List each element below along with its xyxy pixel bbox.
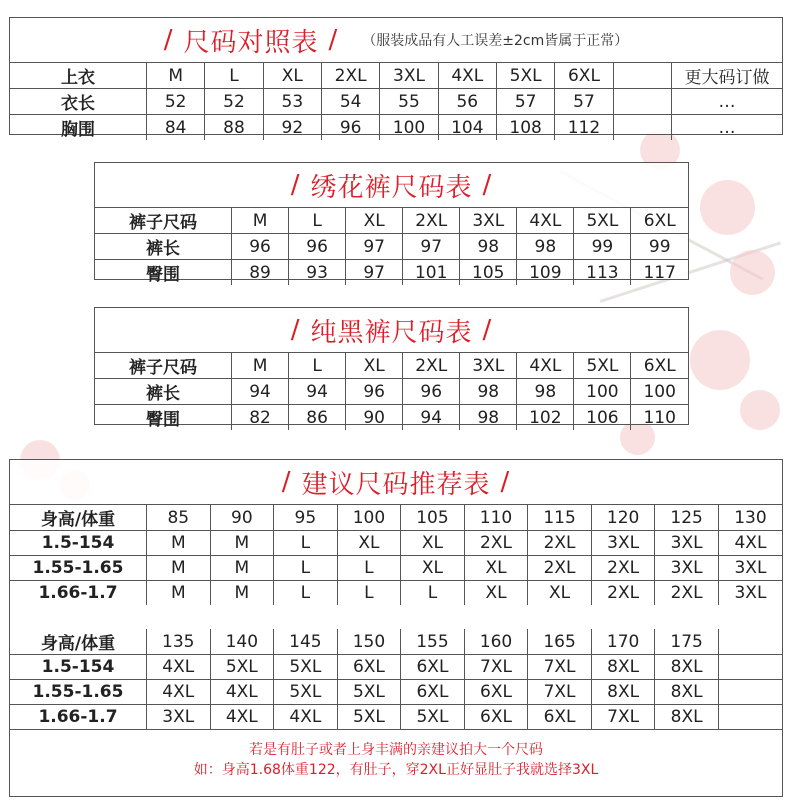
table-row: [10, 556, 782, 581]
table-row: [95, 379, 688, 405]
table-cell: 8XL: [655, 680, 719, 705]
table-cell: 3XL: [718, 581, 782, 606]
table-cell: 3XL: [460, 353, 517, 379]
table-cell: 4XL: [438, 63, 496, 89]
table-cell: 86: [289, 405, 346, 431]
recommend-table-1: [10, 505, 782, 605]
table-cell: 160: [464, 629, 528, 655]
table-cell: 112: [555, 115, 613, 141]
table-cell: 4XL: [274, 705, 338, 730]
table-cell: XL: [528, 581, 592, 606]
table-cell: L: [274, 531, 338, 556]
table-cell: 97: [346, 234, 403, 260]
table-cell: 5XL: [401, 705, 465, 730]
table-cell: 150: [337, 629, 401, 655]
table-cell: 104: [438, 115, 496, 141]
table-cell: 5XL: [496, 63, 554, 89]
table-cell: 105: [460, 260, 517, 286]
table-cell: M: [210, 531, 274, 556]
row-header-cell: 1.66-1.7: [10, 705, 147, 730]
table-cell: 2XL: [403, 353, 460, 379]
table-cell: 更大码订做: [672, 63, 783, 89]
table-cell: 2XL: [528, 531, 592, 556]
row-header-cell: 衣长: [10, 89, 147, 115]
table-cell: 100: [574, 379, 631, 405]
table-cell: 57: [555, 89, 613, 115]
table-cell: 170: [591, 629, 655, 655]
table-cell: XL: [263, 63, 321, 89]
row-header-cell: 1.5-154: [10, 655, 147, 680]
table-cell: 4XL: [718, 531, 782, 556]
table-cell: 57: [496, 89, 554, 115]
table-cell: 56: [438, 89, 496, 115]
table-cell: 100: [380, 115, 438, 141]
table-cell: 3XL: [460, 208, 517, 234]
table-cell: 120: [591, 505, 655, 531]
table-cell: 8XL: [655, 655, 719, 680]
table-cell: 165: [528, 629, 592, 655]
table-cell: 6XL: [631, 208, 688, 234]
table-cell: XL: [337, 531, 401, 556]
title-slash-right: /: [328, 25, 339, 55]
table-cell: 53: [263, 89, 321, 115]
embroidered-pants-title: 绣花裤尺码表: [310, 172, 473, 203]
table-cell: XL: [464, 581, 528, 606]
table-cell: 94: [232, 379, 289, 405]
row-header-cell: 臀围: [95, 260, 232, 286]
black-pants-table: [95, 353, 688, 430]
table-cell: 7XL: [464, 655, 528, 680]
table-row: [10, 115, 782, 141]
table-cell: L: [274, 556, 338, 581]
row-header-cell: 裤长: [95, 379, 232, 405]
row-header-cell: 1.5-154: [10, 531, 147, 556]
table-cell: 7XL: [528, 680, 592, 705]
table-cell: 5XL: [210, 655, 274, 680]
table-cell: 2XL: [591, 556, 655, 581]
table-cell: …: [672, 89, 783, 115]
table-cell: L: [337, 581, 401, 606]
table-cell: 101: [403, 260, 460, 286]
table-cell: 97: [346, 260, 403, 286]
table-cell: 2XL: [464, 531, 528, 556]
table-row: [10, 505, 782, 531]
table-cell: 108: [496, 115, 554, 141]
title-slash-right: /: [482, 170, 493, 200]
table-cell: 96: [403, 379, 460, 405]
row-header-cell: 胸围: [10, 115, 147, 141]
table-cell: 99: [631, 234, 688, 260]
table-cell: L: [289, 208, 346, 234]
title-slash-right: /: [482, 315, 493, 345]
table-cell: 110: [464, 505, 528, 531]
row-header-cell: 裤长: [95, 234, 232, 260]
black-pants-title: 纯黑裤尺码表: [310, 317, 473, 348]
table-cell: 140: [210, 629, 274, 655]
table-cell: [613, 115, 671, 141]
table-cell: 98: [517, 379, 574, 405]
table-cell: 97: [403, 234, 460, 260]
table-cell: 2XL: [591, 581, 655, 606]
size-chart-table: [10, 63, 782, 140]
table-cell: L: [205, 63, 263, 89]
table-cell: 7XL: [591, 705, 655, 730]
table-cell: 105: [401, 505, 465, 531]
table-cell: 90: [346, 405, 403, 431]
table-cell: 2XL: [403, 208, 460, 234]
recommend-note-1: 若是有肚子或者上身丰满的亲建议拍大一个尺码: [249, 742, 543, 758]
size-chart-box: [9, 17, 783, 140]
table-cell: 3XL: [591, 531, 655, 556]
table-cell: 113: [574, 260, 631, 286]
table-cell: XL: [346, 353, 403, 379]
table-row: [10, 629, 782, 655]
table-cell: 100: [337, 505, 401, 531]
table-cell: 2XL: [655, 581, 719, 606]
recommend-title: 建议尺码推荐表: [301, 469, 491, 500]
table-cell: [718, 705, 782, 730]
table-cell: 5XL: [274, 680, 338, 705]
table-cell: 3XL: [718, 556, 782, 581]
recommend-notes: [10, 729, 782, 780]
table-row: [95, 353, 688, 379]
table-cell: 96: [321, 115, 379, 141]
table-cell: 4XL: [147, 680, 211, 705]
table-cell: 4XL: [210, 705, 274, 730]
table-row: [95, 208, 688, 234]
table-cell: 135: [147, 629, 211, 655]
table-cell: 109: [517, 260, 574, 286]
row-header-cell: 臀围: [95, 405, 232, 431]
table-cell: L: [289, 353, 346, 379]
table-cell: 117: [631, 260, 688, 286]
table-cell: 84: [147, 115, 205, 141]
table-row: [10, 680, 782, 705]
table-cell: M: [210, 581, 274, 606]
embroidered-pants-box: [94, 162, 689, 285]
recommend-table-2: [10, 629, 782, 729]
table-cell: 82: [232, 405, 289, 431]
table-row: [95, 405, 688, 431]
table-row: [10, 655, 782, 680]
recommend-title-bar: [10, 460, 782, 505]
table-cell: 90: [210, 505, 274, 531]
table-cell: 98: [517, 234, 574, 260]
table-cell: 96: [346, 379, 403, 405]
recommend-spacer: [10, 605, 782, 629]
table-cell: M: [210, 556, 274, 581]
table-cell: 98: [460, 234, 517, 260]
table-cell: 88: [205, 115, 263, 141]
table-cell: [718, 680, 782, 705]
size-chart-note: （服装成品有人工误差±2cm皆属于正常）: [362, 33, 629, 49]
embroidered-pants-table: [95, 208, 688, 285]
table-cell: 55: [380, 89, 438, 115]
table-cell: 5XL: [337, 705, 401, 730]
table-cell: M: [232, 353, 289, 379]
row-header-cell: 身高/体重: [10, 505, 147, 531]
recommend-note-2: 如：身高1.68体重122，有肚子，穿2XL正好显肚子我就选择3XL: [193, 762, 599, 778]
table-cell: 5XL: [274, 655, 338, 680]
table-cell: 94: [289, 379, 346, 405]
table-cell: 2XL: [528, 556, 592, 581]
table-cell: [613, 63, 671, 89]
table-cell: 4XL: [517, 208, 574, 234]
table-row: [95, 260, 688, 286]
table-cell: [718, 629, 782, 655]
row-header-cell: 1.55-1.65: [10, 556, 147, 581]
black-pants-title-bar: [95, 308, 688, 353]
table-cell: 92: [263, 115, 321, 141]
row-header-cell: 1.66-1.7: [10, 581, 147, 606]
table-row: [10, 89, 782, 115]
spacer-cell: [10, 605, 782, 629]
table-cell: 7XL: [528, 655, 592, 680]
table-cell: 8XL: [591, 655, 655, 680]
table-cell: 130: [718, 505, 782, 531]
table-row: [10, 531, 782, 556]
table-cell: 106: [574, 405, 631, 431]
table-cell: M: [147, 531, 211, 556]
table-cell: 125: [655, 505, 719, 531]
table-cell: 85: [147, 505, 211, 531]
table-cell: XL: [401, 556, 465, 581]
table-cell: M: [232, 208, 289, 234]
row-header-cell: 身高/体重: [10, 629, 147, 655]
table-cell: 89: [232, 260, 289, 286]
table-cell: 100: [631, 379, 688, 405]
title-slash-left: /: [290, 315, 301, 345]
table-cell: 115: [528, 505, 592, 531]
row-header-cell: 上衣: [10, 63, 147, 89]
size-chart-title: 尺码对照表: [183, 27, 319, 58]
row-header-cell: 1.55-1.65: [10, 680, 147, 705]
table-cell: 6XL: [401, 680, 465, 705]
table-cell: [613, 89, 671, 115]
table-cell: 4XL: [210, 680, 274, 705]
table-cell: 5XL: [574, 353, 631, 379]
table-cell: 52: [147, 89, 205, 115]
table-cell: 6XL: [631, 353, 688, 379]
table-cell: 6XL: [464, 705, 528, 730]
table-cell: 99: [574, 234, 631, 260]
table-cell: 8XL: [591, 680, 655, 705]
table-cell: 4XL: [517, 353, 574, 379]
table-row: [10, 705, 782, 730]
title-slash-left: /: [290, 170, 301, 200]
table-cell: 3XL: [380, 63, 438, 89]
table-cell: 2XL: [321, 63, 379, 89]
table-cell: 3XL: [147, 705, 211, 730]
table-cell: 52: [205, 89, 263, 115]
table-cell: XL: [346, 208, 403, 234]
embroidered-pants-title-bar: [95, 163, 688, 208]
table-cell: 102: [517, 405, 574, 431]
title-slash-left: /: [163, 25, 174, 55]
table-cell: 3XL: [655, 556, 719, 581]
table-cell: M: [147, 581, 211, 606]
table-row: [10, 63, 782, 89]
table-cell: L: [401, 581, 465, 606]
table-cell: [718, 655, 782, 680]
table-cell: 98: [460, 379, 517, 405]
table-cell: 6XL: [555, 63, 613, 89]
recommend-box: [9, 459, 783, 797]
row-header-cell: 裤子尺码: [95, 208, 232, 234]
table-cell: 6XL: [464, 680, 528, 705]
table-cell: 3XL: [655, 531, 719, 556]
table-cell: L: [274, 581, 338, 606]
table-cell: …: [672, 115, 783, 141]
table-cell: XL: [401, 531, 465, 556]
table-cell: 96: [232, 234, 289, 260]
row-header-cell: 裤子尺码: [95, 353, 232, 379]
table-cell: 145: [274, 629, 338, 655]
table-cell: 110: [631, 405, 688, 431]
black-pants-box: [94, 307, 689, 430]
title-slash-left: /: [281, 467, 292, 497]
table-cell: M: [147, 63, 205, 89]
table-cell: 155: [401, 629, 465, 655]
table-cell: M: [147, 556, 211, 581]
table-cell: 175: [655, 629, 719, 655]
table-cell: 94: [403, 405, 460, 431]
table-cell: 6XL: [528, 705, 592, 730]
table-cell: 95: [274, 505, 338, 531]
table-cell: 4XL: [147, 655, 211, 680]
table-cell: 8XL: [655, 705, 719, 730]
table-cell: 54: [321, 89, 379, 115]
table-cell: 96: [289, 234, 346, 260]
table-row: [95, 234, 688, 260]
table-cell: 5XL: [574, 208, 631, 234]
table-cell: 5XL: [337, 680, 401, 705]
table-cell: XL: [464, 556, 528, 581]
table-cell: 93: [289, 260, 346, 286]
size-chart-title-bar: [10, 18, 782, 63]
table-cell: 6XL: [337, 655, 401, 680]
table-cell: 6XL: [401, 655, 465, 680]
table-row: [10, 581, 782, 606]
table-cell: L: [337, 556, 401, 581]
title-slash-right: /: [500, 467, 511, 497]
table-cell: 98: [460, 405, 517, 431]
